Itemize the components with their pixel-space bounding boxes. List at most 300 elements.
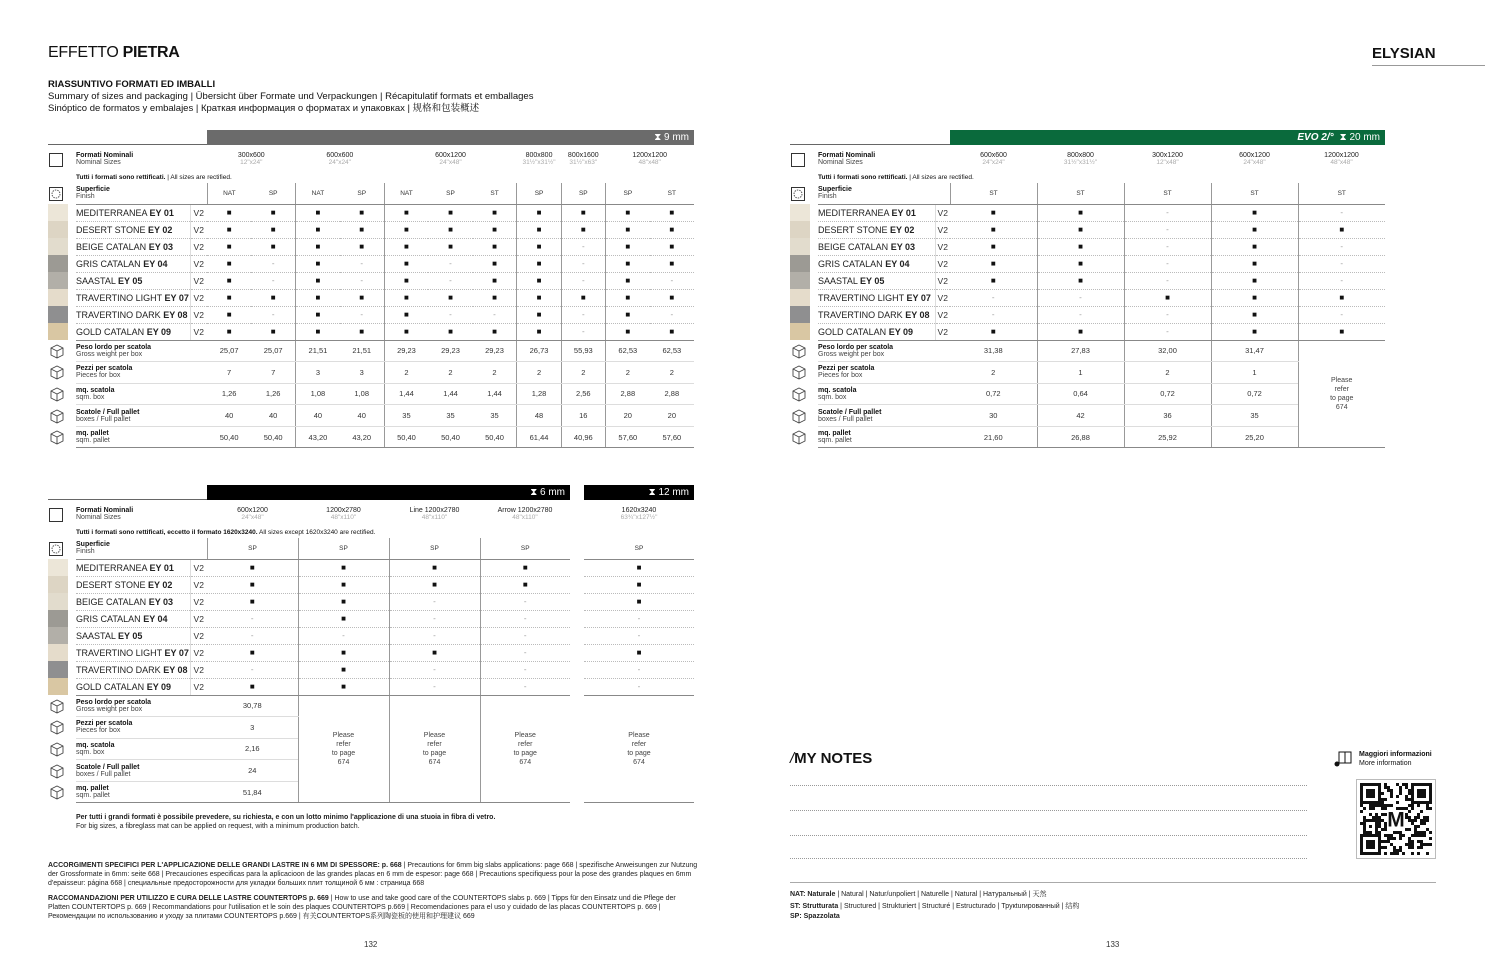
packaging-value: 50,40 [428, 426, 472, 448]
unavailable-mark: - [1124, 221, 1211, 238]
product-name [76, 593, 190, 610]
product-name-text: GRIS CATALAN [76, 258, 141, 269]
packaging-value: 1,08 [340, 383, 384, 405]
size-inch: 24"x24" [328, 159, 351, 166]
available-mark: ■ [473, 204, 517, 221]
unavailable-mark: - [340, 272, 384, 289]
box-stack-icon [48, 717, 76, 739]
packaging-value: 27,83 [1037, 340, 1124, 362]
unavailable-mark: - [1124, 204, 1211, 221]
available-mark: ■ [389, 576, 480, 593]
packaging-value: 25,07 [207, 340, 251, 362]
pallet-icon [790, 405, 818, 427]
notes-line[interactable] [790, 835, 1307, 836]
brand-name: ELYSIAN [1372, 45, 1436, 62]
sizes-row [48, 147, 694, 171]
color-swatch [48, 593, 76, 610]
product-row [48, 593, 694, 610]
finish-code: NAT [207, 183, 251, 204]
product-version: V2 [190, 323, 207, 340]
available-mark: ■ [296, 255, 340, 272]
finish-label [76, 183, 207, 204]
size-inch: 24"x48" [1243, 159, 1266, 166]
available-mark: ■ [1211, 323, 1298, 340]
size-mm: 300x600 [237, 152, 265, 159]
packaging-row [48, 340, 694, 362]
fibreglass-note-en: For big sizes, a fibreglass mat can be applied on request, with a minimum production batch. [76, 823, 360, 830]
available-mark: ■ [251, 238, 295, 255]
product-name-text: GOLD CATALAN [818, 326, 887, 337]
available-mark: ■ [207, 238, 251, 255]
finish-label [76, 538, 207, 559]
packaging-value: 3 [296, 362, 340, 384]
unavailable-mark: - [1298, 204, 1385, 221]
product-name [76, 221, 190, 238]
available-mark: ■ [207, 644, 298, 661]
product-code: EY 07 [164, 292, 189, 303]
more-info-en: More information [1359, 760, 1412, 767]
packaging-label [818, 362, 950, 384]
packaging-value: 1 [1211, 362, 1298, 384]
packaging-label-en: boxes / Full pallet [76, 770, 131, 778]
qr-code-image [1360, 783, 1432, 855]
packaging-row [48, 695, 694, 717]
sizes-row [790, 147, 1385, 171]
size-header [584, 502, 694, 526]
product-name-text: DESERT STONE [818, 224, 888, 235]
product-version: V2 [935, 204, 950, 221]
color-swatch [48, 576, 76, 593]
product-row [790, 221, 1385, 238]
available-mark: ■ [473, 238, 517, 255]
formats-table-9mm [48, 147, 694, 448]
swatch-ey04 [48, 255, 68, 272]
available-mark: ■ [650, 289, 694, 306]
finish-code: SP [428, 183, 472, 204]
packaging-value: 2 [517, 362, 561, 384]
available-mark: ■ [296, 323, 340, 340]
finish-label-it: Superficie [76, 541, 110, 549]
product-name [76, 661, 190, 678]
available-mark: ■ [207, 204, 251, 221]
packaging-value: 32,00 [1124, 340, 1211, 362]
box-weight-icon [48, 340, 76, 362]
column-gap [570, 576, 584, 593]
legend-sp [790, 913, 840, 920]
available-mark: ■ [605, 306, 649, 323]
packaging-value: 61,44 [517, 426, 561, 448]
color-swatch [48, 289, 76, 306]
available-mark: ■ [428, 204, 472, 221]
legend-text: | Structured | Strukturiert | Structuré | Estructurado | Трукturированный | 结构 [838, 903, 1080, 910]
available-mark: ■ [1037, 323, 1124, 340]
available-mark: ■ [298, 610, 389, 627]
packaging-label-it: mq. scatola [76, 386, 115, 394]
box-weight-icon [790, 340, 818, 362]
packaging-value: 1,26 [251, 383, 295, 405]
packaging-label [76, 405, 207, 427]
thickness-label: 9 mm [664, 132, 689, 143]
available-mark: ■ [950, 238, 1037, 255]
packaging-value: 2,56 [561, 383, 605, 405]
precautions-heading: ACCORGIMENTI SPECIFICI PER L'APPLICAZIONE DELLE GRANDI LASTRE IN 6 MM DI SPESSORE: p. 668 [48, 862, 402, 869]
packaging-value: 55,93 [561, 340, 605, 362]
available-mark: ■ [340, 238, 384, 255]
product-name-text: SAASTAL [76, 630, 116, 641]
sizes-label-it: Formati Nominali [76, 152, 134, 159]
available-mark: ■ [584, 576, 694, 593]
unavailable-mark: - [480, 627, 570, 644]
color-swatch [48, 610, 76, 627]
available-mark: ■ [1037, 221, 1124, 238]
size-header [950, 147, 1037, 171]
product-code: EY 01 [149, 207, 174, 218]
packaging-value: 2 [650, 362, 694, 384]
available-mark: ■ [384, 204, 428, 221]
unavailable-mark: - [389, 661, 480, 678]
size-mm: 600x600 [980, 152, 1007, 159]
packaging-label-en: Pieces for box [818, 372, 863, 380]
packaging-value: 2 [950, 362, 1037, 384]
pallet-sqm-icon [48, 781, 76, 803]
packaging-value: 20 [605, 405, 649, 427]
packaging-value: 0,64 [1037, 383, 1124, 405]
more-info-it: Maggiori informazioni [1359, 751, 1432, 758]
product-code: EY 07 [164, 647, 189, 658]
more-info-icon [1333, 751, 1353, 772]
product-row [48, 610, 694, 627]
column-gap [570, 678, 584, 695]
product-version: V2 [190, 289, 207, 306]
product-name [818, 306, 935, 323]
packaging-label [76, 760, 207, 782]
thickness-label: 6 mm [540, 487, 565, 498]
packaging-row [48, 426, 694, 448]
size-icon [48, 502, 76, 526]
size-inch: 48"x110" [421, 514, 448, 521]
product-name-text: BEIGE CATALAN [76, 241, 147, 252]
product-name-text: GRIS CATALAN [818, 258, 883, 269]
size-inch: 12"x24" [240, 159, 263, 166]
column-gap [570, 610, 584, 627]
title-bold: PIETRA [122, 44, 180, 61]
size-mm: 600x1200 [435, 152, 466, 159]
product-row [790, 323, 1385, 340]
available-mark: ■ [950, 221, 1037, 238]
finish-code: SP [605, 183, 649, 204]
color-swatch [790, 306, 818, 323]
size-mm: 300x1200 [1152, 152, 1183, 159]
sizes-label-it: Formati Nominali [818, 152, 876, 159]
packaging-value: 1,44 [428, 383, 472, 405]
packaging-value: 40 [296, 405, 340, 427]
rectified-note-en: | All sizes are rectified. [907, 173, 974, 181]
unavailable-mark: - [473, 306, 517, 323]
product-row [48, 644, 694, 661]
size-header [207, 502, 298, 526]
packaging-value: 50,40 [207, 426, 251, 448]
product-version: V2 [190, 610, 207, 627]
my-notes-title: /MY NOTES [790, 750, 873, 767]
swatch-ey09 [790, 323, 810, 340]
packaging-label-it: Peso lordo per scatola [76, 343, 152, 351]
box-sqm-icon [790, 383, 818, 405]
color-swatch [48, 255, 76, 272]
subtitle-line-1: Summary of sizes and packaging | Übersicht über Formate und Verpackungen | Récapitulatif formats et emballages [48, 91, 534, 102]
finish-code: ST [1298, 183, 1385, 204]
available-mark: ■ [1211, 306, 1298, 323]
product-code: EY 03 [890, 241, 916, 252]
subtitle-heading: RIASSUNTIVO FORMATI ED IMBALLI [48, 79, 216, 90]
sizes-label [818, 147, 950, 171]
swatch-ey05 [790, 272, 810, 289]
available-mark: ■ [1211, 204, 1298, 221]
available-mark: ■ [517, 323, 561, 340]
product-version: V2 [190, 678, 207, 695]
product-version: V2 [935, 306, 950, 323]
product-name [76, 238, 190, 255]
product-row [790, 204, 1385, 221]
box-sqm-icon [48, 383, 76, 405]
size-inch: 12"x48" [1156, 159, 1179, 166]
packaging-value: 2,88 [605, 383, 649, 405]
product-code: EY 02 [890, 224, 915, 235]
product-name-text: SAASTAL [818, 275, 858, 286]
packaging-row [790, 426, 1385, 448]
available-mark: ■ [517, 221, 561, 238]
product-name-text: GOLD CATALAN [76, 326, 145, 337]
formats-table-6mm [48, 502, 694, 803]
packaging-value: 21,51 [340, 340, 384, 362]
swatch-ey01 [790, 204, 810, 221]
section-title [48, 44, 180, 62]
thickness-bar-9mm: ⧗ 9 mm [207, 130, 694, 145]
product-version: V2 [190, 627, 207, 644]
available-mark: ■ [605, 255, 649, 272]
sizes-label-en: Nominal Sizes [76, 514, 121, 521]
packaging-value: 1,26 [207, 383, 251, 405]
available-mark: ■ [517, 238, 561, 255]
notes-line[interactable] [790, 785, 1307, 786]
packaging-value: 3 [207, 717, 298, 739]
size-mm: Line 1200x2780 [409, 507, 460, 514]
product-name-text: TRAVERTINO DARK [76, 309, 161, 320]
packaging-row [48, 405, 694, 427]
thickness-bar-6mm: ⧗ 6 mm [207, 485, 570, 500]
product-name [818, 289, 935, 306]
color-swatch [790, 221, 818, 238]
page-number-left: 132 [364, 940, 378, 949]
bar-rule [48, 499, 208, 500]
packaging-value: 31,38 [950, 340, 1037, 362]
packaging-label-en: Pieces for box [76, 372, 121, 380]
qr-code[interactable] [1356, 779, 1436, 859]
unavailable-mark: - [340, 306, 384, 323]
available-mark: ■ [605, 238, 649, 255]
packaging-label [818, 426, 950, 448]
thickness-bar-12mm: ⧗ 12 mm [584, 485, 694, 500]
product-name [818, 323, 935, 340]
packaging-label [76, 738, 207, 760]
packaging-value: 1 [1037, 362, 1124, 384]
unavailable-mark: - [480, 661, 570, 678]
more-info [1359, 750, 1432, 768]
thickness-label: 20 mm [1349, 132, 1380, 143]
packaging-value: 35 [428, 405, 472, 427]
packaging-label-en: sqm. box [76, 748, 105, 756]
sizes-label-it: Formati Nominali [76, 507, 134, 514]
unavailable-mark: - [650, 306, 694, 323]
rectified-note-en: | All sizes are rectified. [165, 173, 232, 181]
color-swatch [48, 323, 76, 340]
packaging-label-it: Pezzi per scatola [76, 720, 133, 728]
product-row [790, 238, 1385, 255]
rectified-note-en: All sizes except 1620x3240 are rectified. [257, 528, 376, 536]
available-mark: ■ [1211, 289, 1298, 306]
size-inch: 31½"x63" [569, 159, 598, 166]
unavailable-mark: - [480, 644, 570, 661]
available-mark: ■ [389, 644, 480, 661]
product-code: EY 02 [148, 579, 173, 590]
product-name-text: TRAVERTINO LIGHT [76, 647, 163, 658]
product-code: EY 04 [885, 258, 910, 269]
available-mark: ■ [384, 289, 428, 306]
size-inch: 48"x48" [1330, 159, 1353, 166]
color-swatch [48, 644, 76, 661]
product-code: EY 05 [118, 275, 143, 286]
available-mark: ■ [428, 323, 472, 340]
unavailable-mark: - [480, 610, 570, 627]
countertops-heading: RACCOMANDAZIONI PER UTILIZZO E CURA DELLE LASTRE COUNTERTOPS p. 669 [48, 895, 329, 902]
packaging-value: 43,20 [340, 426, 384, 448]
product-version: V2 [190, 272, 207, 289]
notes-line[interactable] [790, 858, 1307, 859]
packaging-value: 30 [950, 405, 1037, 427]
product-row [48, 289, 694, 306]
available-mark: ■ [561, 289, 605, 306]
packaging-value: 0,72 [950, 383, 1037, 405]
swatch-ey07 [48, 289, 68, 306]
available-mark: ■ [298, 576, 389, 593]
unavailable-mark: - [1124, 306, 1211, 323]
available-mark: ■ [561, 221, 605, 238]
packaging-value: 25,92 [1124, 426, 1211, 448]
column-gap [570, 760, 584, 782]
packaging-label-en: sqm. box [818, 393, 847, 401]
available-mark: ■ [517, 272, 561, 289]
finish-row [48, 538, 694, 559]
unavailable-mark: - [428, 272, 472, 289]
size-mm: 1200x1200 [632, 152, 668, 159]
packaging-label-en: boxes / Full pallet [818, 415, 873, 423]
available-mark: ■ [480, 576, 570, 593]
unavailable-mark: - [251, 272, 295, 289]
unavailable-mark: - [207, 627, 298, 644]
unavailable-mark: - [207, 610, 298, 627]
legend-text: | Natural | Natur/unpoliert | Naturelle | Natural | Натуральный | 天然 [835, 891, 1047, 898]
available-mark: ■ [605, 204, 649, 221]
packaging-value: 50,40 [473, 426, 517, 448]
product-name [818, 204, 935, 221]
packaging-value: 2,16 [207, 738, 298, 760]
packaging-value: 29,23 [428, 340, 472, 362]
rectified-note [76, 171, 694, 183]
swatch-ey07 [48, 644, 68, 661]
product-name [76, 644, 190, 661]
packaging-label-en: boxes / Full pallet [76, 415, 131, 423]
column-gap [570, 781, 584, 803]
packaging-row [48, 362, 694, 384]
available-mark: ■ [1124, 289, 1211, 306]
column-gap [570, 738, 584, 760]
product-code: EY 04 [143, 613, 168, 624]
rectified-note-row [48, 526, 694, 538]
packaging-value: 7 [251, 362, 295, 384]
finish-icon [48, 538, 76, 559]
color-swatch [790, 204, 818, 221]
swatch-ey07 [790, 289, 810, 306]
available-mark: ■ [207, 255, 251, 272]
product-code: EY 05 [118, 630, 143, 641]
packaging-value: 31,47 [1211, 340, 1298, 362]
size-header [298, 502, 389, 526]
refer-to-page-note: Please refer to page 674 [389, 695, 480, 803]
swatch-ey02 [790, 221, 810, 238]
pallet-icon [48, 405, 76, 427]
product-row [48, 627, 694, 644]
product-row [48, 238, 694, 255]
color-swatch [48, 661, 76, 678]
packaging-value: 3 [340, 362, 384, 384]
size-mm: 600x1200 [237, 507, 268, 514]
size-header [1124, 147, 1211, 171]
available-mark: ■ [1037, 238, 1124, 255]
unavailable-mark: - [480, 678, 570, 695]
product-name-text: GRIS CATALAN [76, 613, 141, 624]
available-mark: ■ [517, 289, 561, 306]
packaging-value: 2 [473, 362, 517, 384]
countertops-note [48, 894, 698, 921]
packaging-label-it: mq. scatola [818, 386, 857, 394]
unavailable-mark: - [950, 289, 1037, 306]
packaging-label-it: Scatole / Full pallet [76, 408, 140, 416]
packaging-row [790, 340, 1385, 362]
column-gap [570, 717, 584, 739]
swatch-ey02 [48, 576, 68, 593]
unavailable-mark: - [584, 661, 694, 678]
available-mark: ■ [950, 323, 1037, 340]
product-version: V2 [935, 238, 950, 255]
product-name-text: TRAVERTINO LIGHT [76, 292, 163, 303]
color-swatch [48, 272, 76, 289]
product-version: V2 [190, 255, 207, 272]
thickness-bar-20mm: EVO 2/° ⧗ 20 mm [950, 130, 1385, 145]
notes-line[interactable] [790, 810, 1307, 811]
rectified-note-it: Tutti i formati sono rettificati. [818, 173, 908, 181]
unavailable-mark: - [1037, 289, 1124, 306]
legend-key: SP: Spazzolata [790, 913, 840, 920]
packaging-value: 40 [251, 405, 295, 427]
packaging-value: 35 [1211, 405, 1298, 427]
box-sqm-icon [48, 738, 76, 760]
unavailable-mark: - [950, 306, 1037, 323]
available-mark: ■ [207, 678, 298, 695]
available-mark: ■ [473, 221, 517, 238]
size-header [1298, 147, 1385, 171]
packaging-value: 36 [1124, 405, 1211, 427]
legend-st [790, 901, 1079, 911]
product-code: EY 03 [148, 241, 174, 252]
